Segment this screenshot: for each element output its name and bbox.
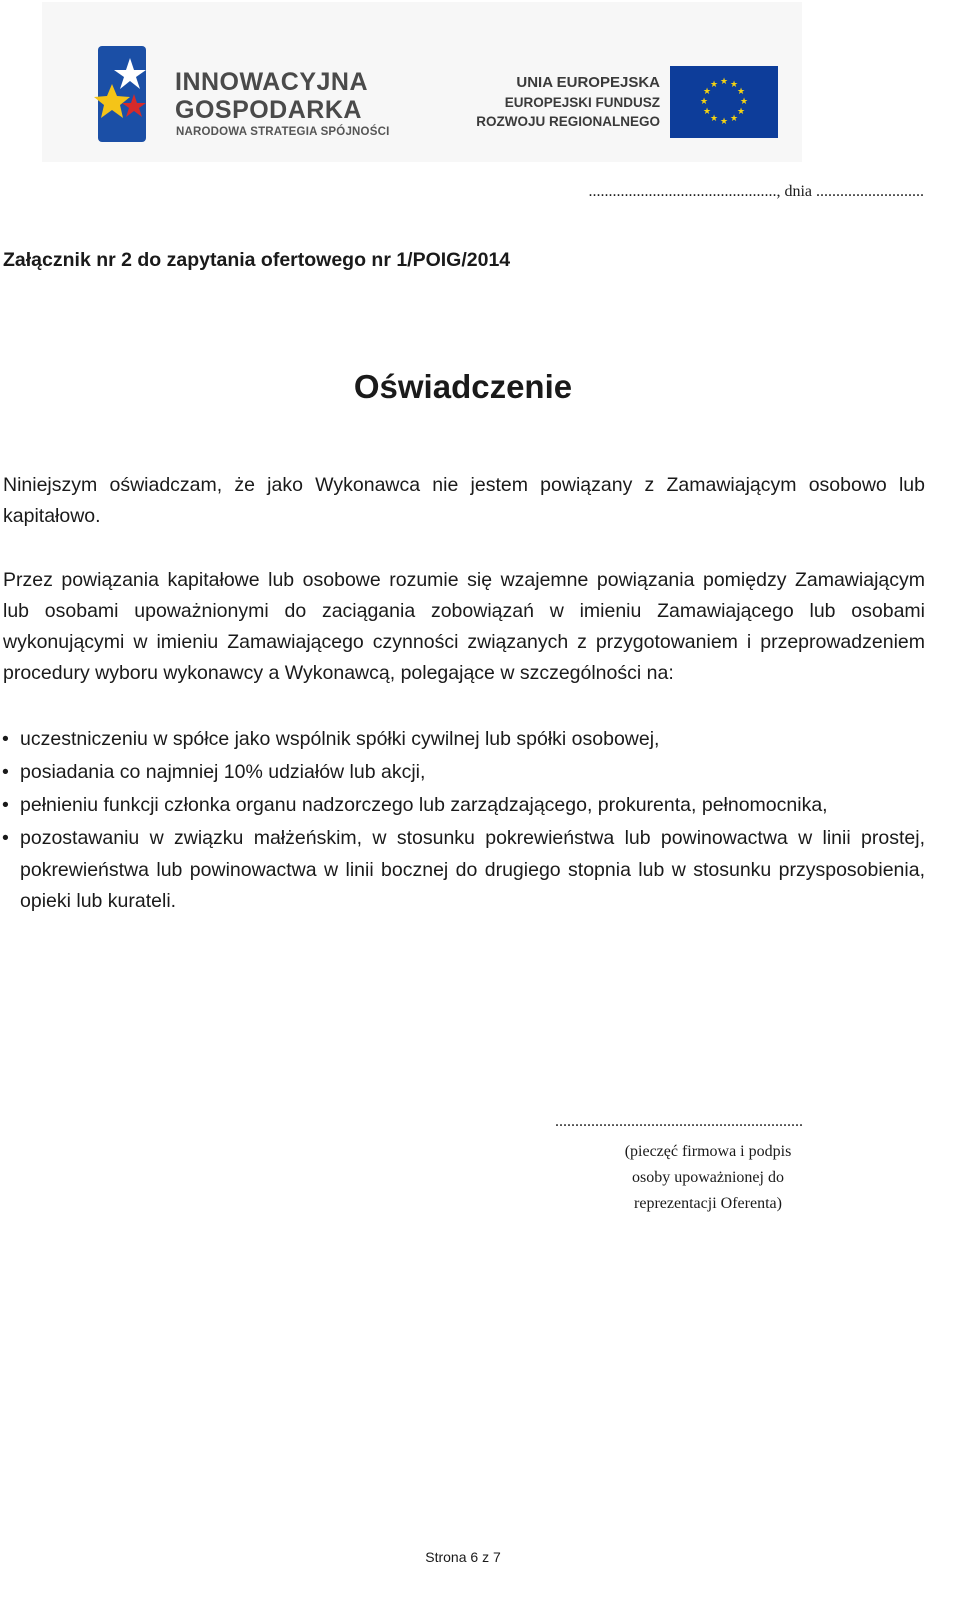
eu-line3: ROZWOJU REGIONALNEGO bbox=[476, 114, 660, 129]
svg-text:★: ★ bbox=[729, 80, 739, 90]
innowacyjna-gospodarka-logo bbox=[90, 40, 390, 150]
svg-text:★: ★ bbox=[702, 107, 712, 117]
bullet-icon: • bbox=[2, 794, 9, 816]
eu-flag-icon bbox=[670, 66, 778, 138]
logo-line1: INNOWACYJNA bbox=[175, 68, 369, 96]
annex-heading: Załącznik nr 2 do zapytania ofertowego nr 1/POIG/2014 bbox=[3, 249, 511, 271]
list-item bbox=[0, 724, 925, 756]
svg-text:★: ★ bbox=[739, 97, 749, 107]
list-item bbox=[0, 790, 925, 822]
logo-line2: GOSPODARKA bbox=[175, 96, 362, 124]
svg-text:★: ★ bbox=[719, 77, 729, 87]
svg-text:★: ★ bbox=[709, 80, 719, 90]
bullet-icon: • bbox=[2, 728, 9, 750]
statement-paragraph: Niniejszym oświadczam, że jako Wykonawca nie jestem powiązany z Zamawiającym osobowo lub kapitałowo. bbox=[3, 474, 925, 527]
bullet-icon: • bbox=[2, 761, 9, 783]
definition-paragraph: Przez powiązania kapitałowe lub osobowe rozumie się wzajemne powiązania pomiędzy Zamawiającym lub osobami upoważnionymi do zaciągania zobowiązań w imieniu Zamawiającego lub osobami wykonującymi w imieniu Zamawiającego czynności związanych z przygotowaniem i przeprowadzeniem procedury wyboru wykonawcy a Wykonawcą, polegające w szczególności na: bbox=[3, 569, 925, 684]
list-item-text: pozostawaniu w związku małżeńskim, w stosunku pokrewieństwa lub powinowactwa w linii prostej, pokrewieństwa lub powinowactwa w linii bocznej do drugiego stopnia lub w stosunku przysposobienia, opieki lub kurateli. bbox=[20, 827, 925, 912]
star-emblem-icon bbox=[90, 44, 150, 144]
list-item-text: uczestniczeniu w spółce jako wspólnik spółki cywilnej lub spółki osobowej, bbox=[20, 728, 660, 750]
list-item-text: posiadania co najmniej 10% udziałów lub akcji, bbox=[20, 761, 426, 783]
signature-caption-line3: reprezentacji Oferenta) bbox=[634, 1195, 782, 1212]
svg-text:★: ★ bbox=[699, 97, 709, 107]
svg-text:★: ★ bbox=[736, 87, 746, 97]
document-title: Oświadczenie bbox=[353, 368, 573, 405]
list-item-text: pełnieniu funkcji członka organu nadzorczego lub zarządzającego, prokurenta, pełnomocnika, bbox=[20, 794, 828, 816]
eu-line1: UNIA EUROPEJSKA bbox=[516, 74, 660, 91]
signature-caption bbox=[568, 1139, 848, 1217]
logo-subtitle: NARODOWA STRATEGIA SPÓJNOŚCI bbox=[176, 126, 390, 138]
eu-logo bbox=[476, 66, 800, 156]
list-item bbox=[0, 757, 925, 789]
svg-text:★: ★ bbox=[709, 114, 719, 124]
signature-line: .............................................................. bbox=[555, 1113, 803, 1130]
svg-text:★: ★ bbox=[719, 117, 729, 127]
signature-caption-line1: (pieczęć firmowa i podpis bbox=[624, 1143, 792, 1160]
svg-text:★: ★ bbox=[729, 114, 739, 124]
svg-text:★: ★ bbox=[702, 87, 712, 97]
page-number: Strona 6 z 7 bbox=[425, 1549, 501, 1565]
date-place-line: ..............................................., dnia ........................... bbox=[588, 183, 924, 200]
eu-line2: EUROPEJSKI FUNDUSZ bbox=[504, 95, 660, 110]
relations-list bbox=[0, 724, 925, 919]
list-item bbox=[0, 823, 925, 918]
bullet-icon: • bbox=[2, 827, 9, 849]
signature-caption-line2: osoby upoważnionej do bbox=[632, 1169, 784, 1186]
svg-text:★: ★ bbox=[736, 107, 746, 117]
